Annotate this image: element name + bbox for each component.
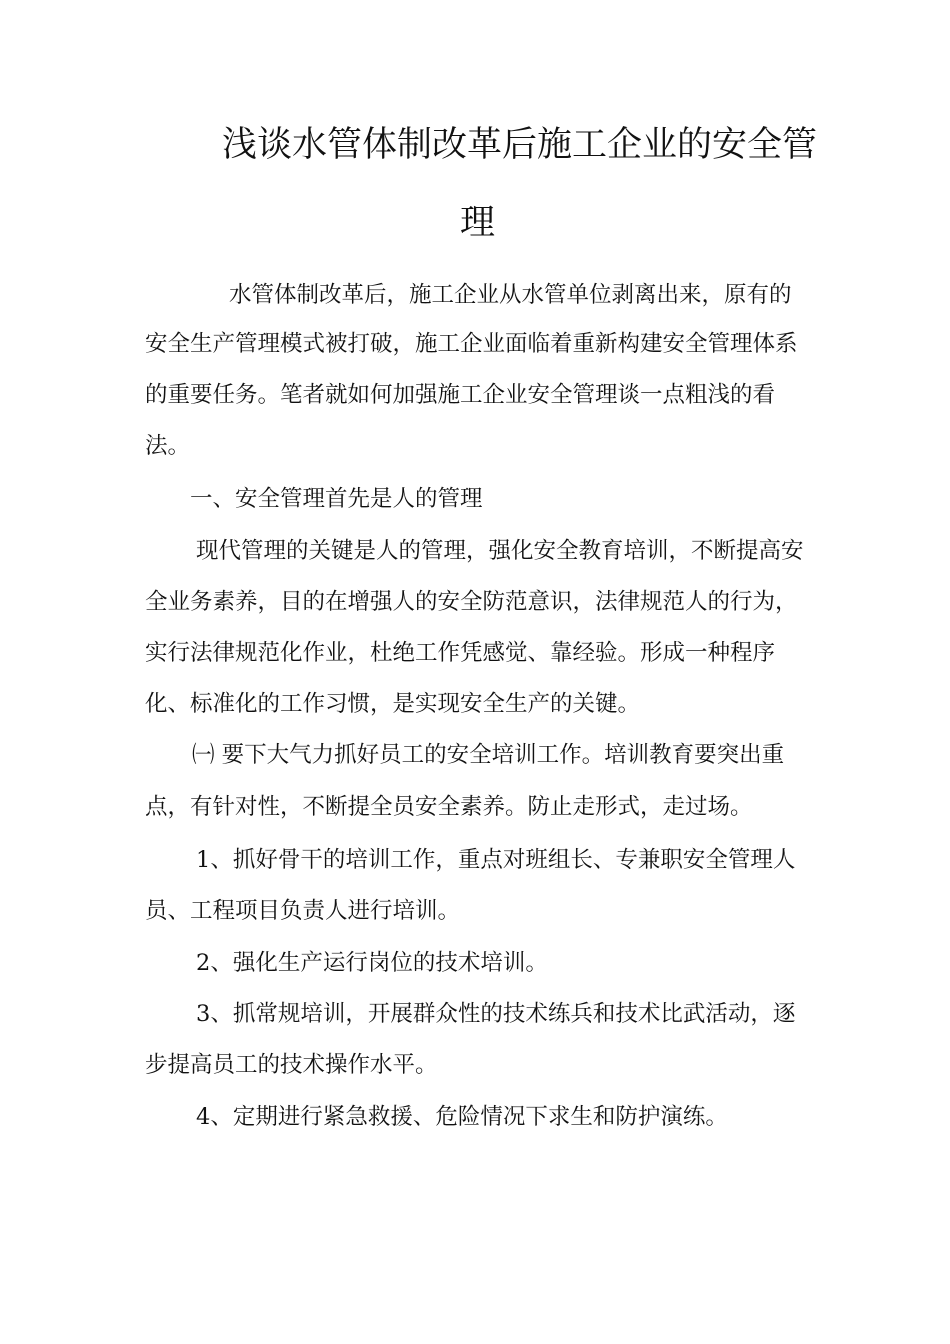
list-item: 4、定期进行紧急救援、危险情况下求生和防护演练。 xyxy=(196,1104,728,1130)
paragraph-line: 现代管理的关键是人的管理，强化安全教育培训，不断提高安 xyxy=(196,538,804,564)
paragraph-line: 全业务素养，目的在增强人的安全防范意识，法律规范人的行为， xyxy=(145,589,798,615)
section-heading: 一、安全管理首先是人的管理 xyxy=(190,486,483,512)
paragraph-line: 水管体制改革后，施工企业从水管单位剥离出来，原有的 xyxy=(229,282,792,308)
paragraph-line: 安全生产管理模式被打破，施工企业面临着重新构建安全管理体系 xyxy=(145,331,798,357)
paragraph-line: 实行法律规范化作业，杜绝工作凭感觉、靠经验。形成一种程序 xyxy=(145,640,776,666)
list-item: 3、抓常规培训，开展群众性的技术练兵和技术比武活动，逐 xyxy=(196,1001,796,1027)
paragraph-line: 法。 xyxy=(145,433,191,459)
document-title-line-2: 理 xyxy=(460,203,496,243)
list-item: 2、强化生产运行岗位的技术培训。 xyxy=(196,950,548,976)
paragraph-line: 的重要任务。笔者就如何加强施工企业安全管理谈一点粗浅的看 xyxy=(145,382,776,408)
list-item: 1、抓好骨干的培训工作，重点对班组长、专兼职安全管理人 xyxy=(196,847,796,873)
subsection-line: ㈠ 要下大气力抓好员工的安全培训工作。培训教育要突出重 xyxy=(192,742,785,768)
list-item-continuation: 步提高员工的技术操作水平。 xyxy=(145,1052,438,1078)
document-title-line-1: 浅谈水管体制改革后施工企业的安全管 xyxy=(222,125,818,165)
paragraph-line: 化、标准化的工作习惯，是实现安全生产的关键。 xyxy=(145,691,641,717)
paragraph-line: 点，有针对性，不断提全员安全素养。防止走形式，走过场。 xyxy=(145,794,753,820)
list-item-continuation: 员、工程项目负责人进行培训。 xyxy=(145,898,461,924)
